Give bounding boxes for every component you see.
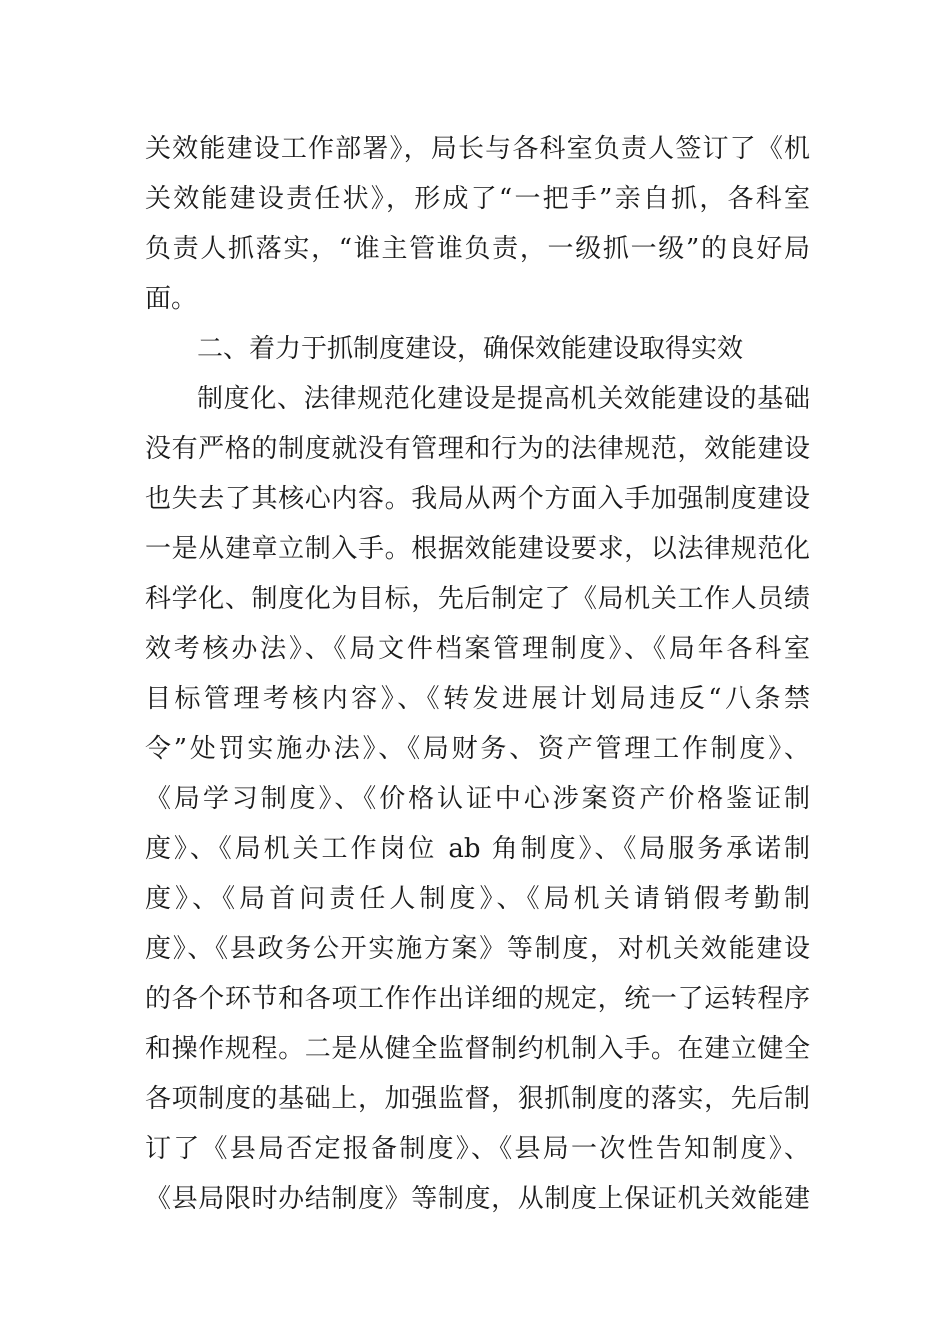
text-line: 关效能建设工作部署》，局长与各科室负责人签订了《机: [145, 134, 810, 164]
text-line: 也失去了其核心内容。我局从两个方面入手加强制度建设: [145, 484, 810, 514]
text-line: 效考核办法》、《局文件档案管理制度》、《局年各科室: [145, 634, 810, 664]
text-line: 《县局限时办结制度》等制度，从制度上保证机关效能建: [145, 1184, 810, 1214]
text-line: 度》、《县政务公开实施方案》等制度，对机关效能建设: [145, 934, 810, 964]
text-line: 和操作规程。二是从健全监督制约机制入手。在建立健全: [145, 1034, 810, 1064]
text-line: 面。: [145, 284, 198, 314]
text-line: 令”处罚实施办法》、《局财务、资产管理工作制度》、: [145, 734, 810, 764]
text-line: 制度化、法律规范化建设是提高机关效能建设的基础: [197, 384, 810, 414]
text-line: 关效能建设责任状》，形成了“一把手”亲自抓，各科室: [145, 184, 810, 214]
section-heading: 二、着力于抓制度建设，确保效能建设取得实效: [197, 334, 744, 364]
text-line: 的各个环节和各项工作作出详细的规定，统一了运转程序: [145, 984, 810, 1014]
text-line: 一是从建章立制入手。根据效能建设要求，以法律规范化: [145, 534, 810, 564]
text-line: 负责人抓落实，“谁主管谁负责，一级抓一级”的良好局: [145, 234, 810, 264]
text-line: 度》、《局首问责任人制度》、《局机关请销假考勤制: [145, 884, 810, 914]
text-line: 科学化、制度化为目标，先后制定了《局机关工作人员绩: [145, 584, 810, 614]
text-line: 各项制度的基础上，加强监督，狠抓制度的落实，先后制: [145, 1084, 810, 1114]
text-line: 度》、《局机关工作岗位 ab 角制度》、《局服务承诺制: [145, 834, 810, 864]
text-line: 《局学习制度》、《价格认证中心涉案资产价格鉴证制: [145, 784, 810, 814]
text-line: 订了《县局否定报备制度》、《县局一次性告知制度》、: [145, 1134, 810, 1164]
text-line: 没有严格的制度就没有管理和行为的法律规范，效能建设: [145, 434, 810, 464]
text-line: 目标管理考核内容》、《转发进展计划局违反“八条禁: [145, 684, 810, 714]
